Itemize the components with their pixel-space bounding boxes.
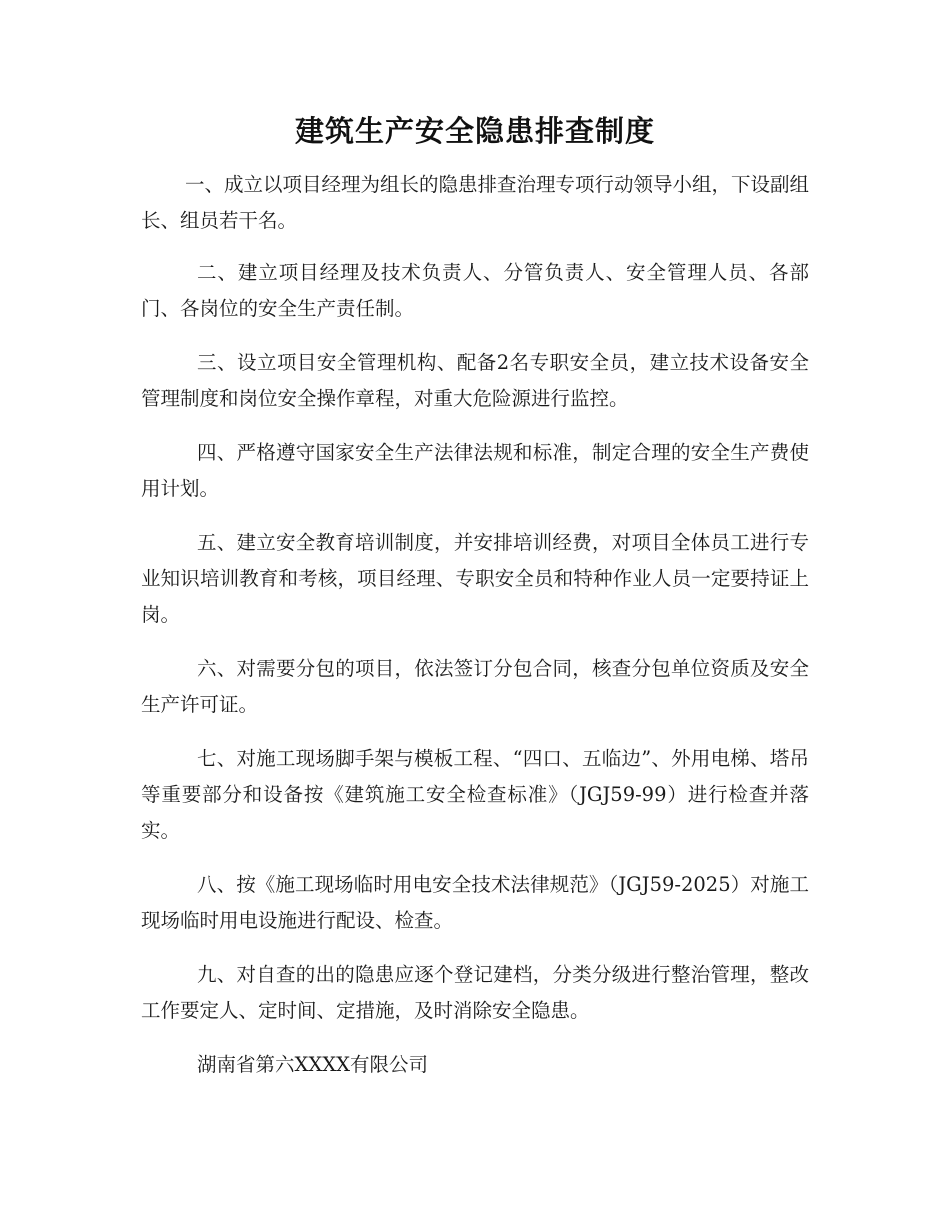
paragraph-9: 九、对自查的出的隐患应逐个登记建档，分类分级进行整治管理，整改工作要定人、定时间、定措施，及时消除安全隐患。 xyxy=(141,963,809,1022)
paragraph-6: 六、对需要分包的项目，依法签订分包合同，核查分包单位资质及安全生产许可证。 xyxy=(141,657,809,716)
paragraph-3: 三、设立项目安全管理机构、配备2名专职安全员，建立技术设备安全管理制度和岗位安全操作章程，对重大危险源进行监控。 xyxy=(141,351,809,410)
paragraph-1: 一、成立以项目经理为组长的隐患排查治理专项行动领导小组，下设副组长、组员若干名。 xyxy=(141,173,810,232)
company-name: 湖南省第六XXXX有限公司 xyxy=(197,1053,429,1076)
paragraph-4: 四、严格遵守国家安全生产法律法规和标准，制定合理的安全生产费使用计划。 xyxy=(141,441,809,500)
paragraph-8: 八、按《施工现场临时用电安全技术法律规范》（JGJ59-2025）对施工现场临时用电设施进行配设、检查。 xyxy=(141,873,809,932)
document-title: 建筑生产安全隐患排查制度 xyxy=(294,114,655,148)
paragraph-2: 二、建立项目经理及技术负责人、分管负责人、安全管理人员、各部门、各岗位的安全生产责任制。 xyxy=(141,261,809,320)
paragraph-7: 七、对施工现场脚手架与模板工程、“四口、五临边”、外用电梯、塔吊等重要部分和设备按《建筑施工安全检查标准》（JGJ59-99）进行检查并落实。 xyxy=(141,747,809,842)
paragraph-5: 五、建立安全教育培训制度，并安排培训经费，对项目全体员工进行专业知识培训教育和考核，项目经理、专职安全员和特种作业人员一定要持证上岗。 xyxy=(141,531,809,626)
